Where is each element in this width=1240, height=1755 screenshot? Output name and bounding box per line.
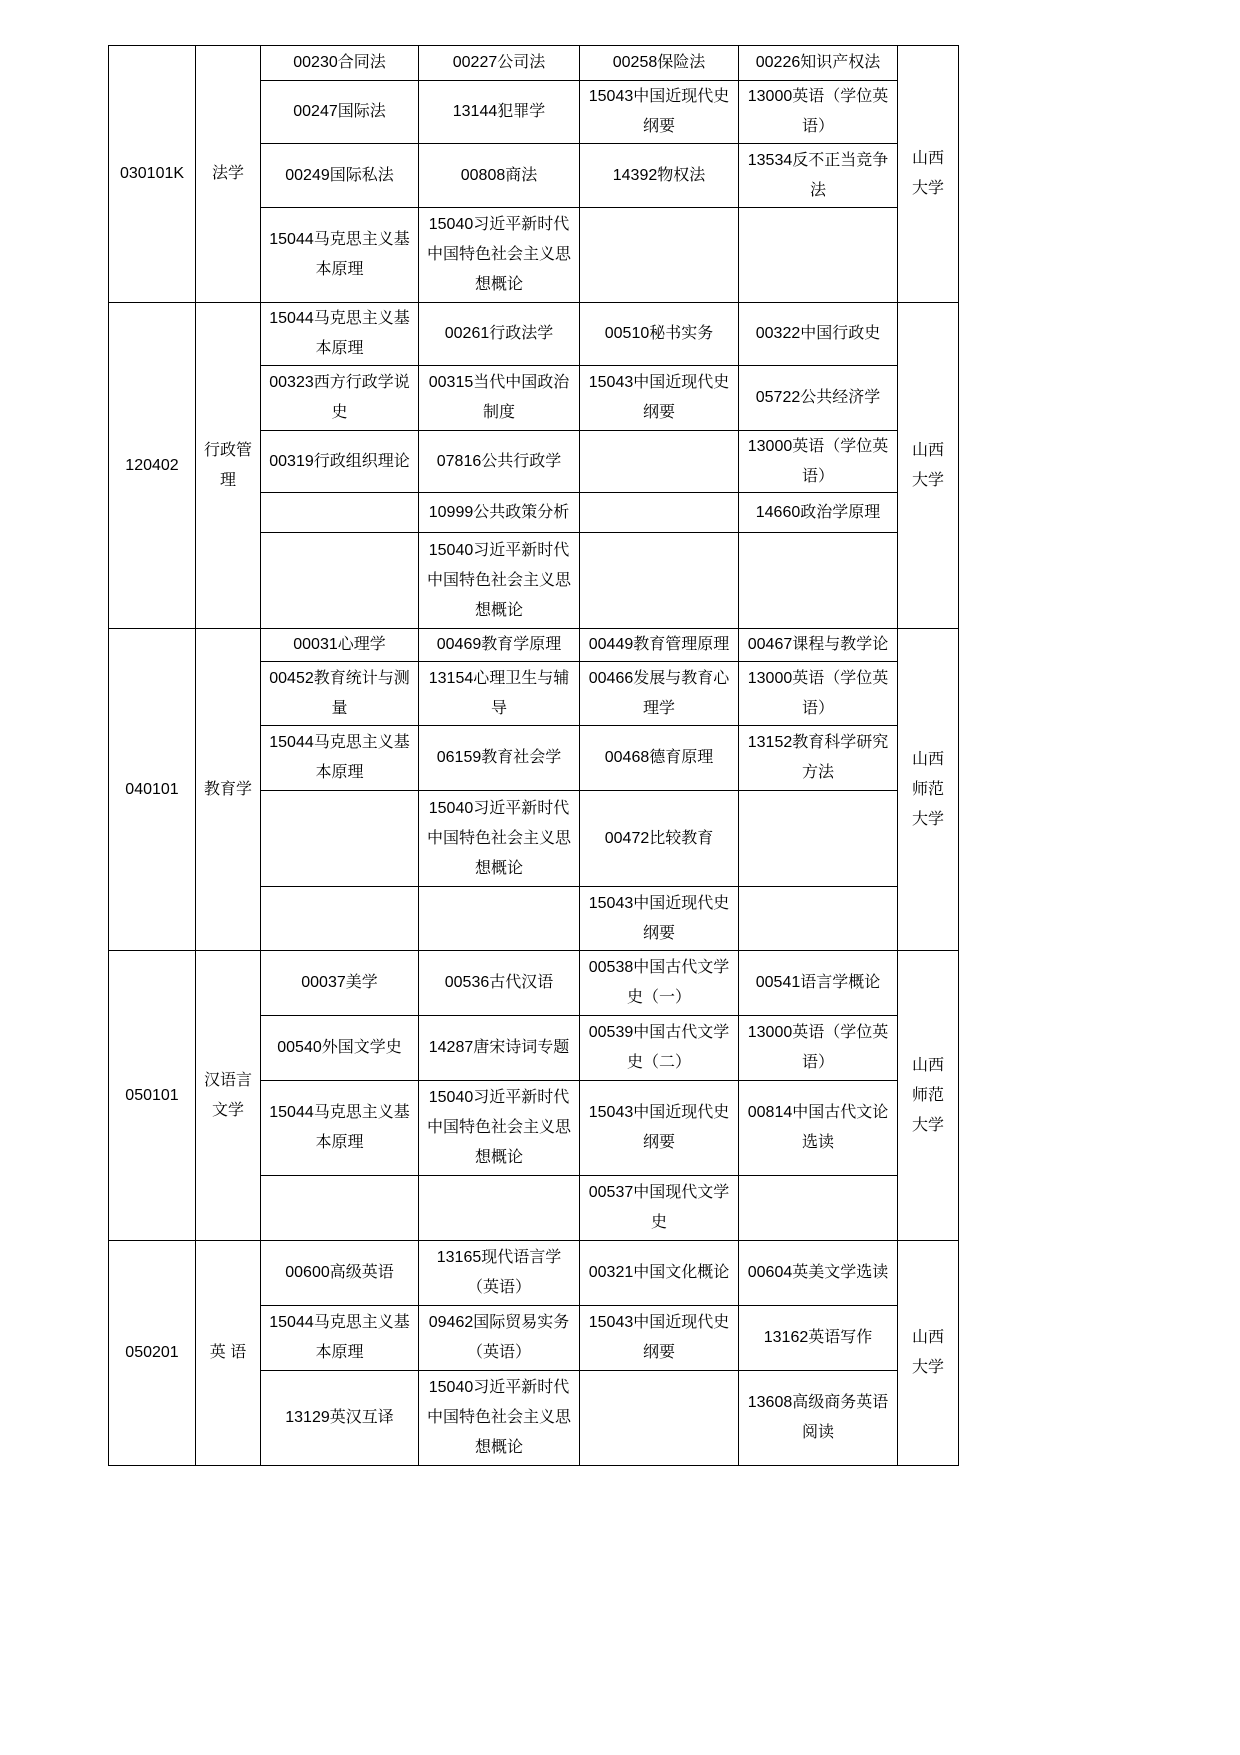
course-cell: 00037美学 — [261, 951, 419, 1016]
course-cell: 15044马克思主义基本原理 — [261, 303, 419, 366]
course-cell: 00541语言学概论 — [739, 951, 898, 1016]
course-cell-empty — [261, 887, 419, 951]
course-cell: 13154心理卫生与辅导 — [419, 662, 580, 726]
course-cell-empty — [739, 791, 898, 887]
course-cell-empty — [739, 1176, 898, 1241]
course-cell: 00452教育统计与测量 — [261, 662, 419, 726]
course-cell: 13608高级商务英语阅读 — [739, 1371, 898, 1466]
course-cell: 00540外国文学史 — [261, 1016, 419, 1081]
course-cell-empty — [580, 533, 739, 629]
course-cell-empty — [580, 208, 739, 303]
course-cell: 00247国际法 — [261, 81, 419, 144]
course-cell: 07816公共行政学 — [419, 431, 580, 493]
course-cell: 00467课程与教学论 — [739, 629, 898, 662]
course-cell: 13129英汉互译 — [261, 1371, 419, 1466]
course-cell: 15043中国近现代史纲要 — [580, 1081, 739, 1176]
course-cell: 15040习近平新时代中国特色社会主义思想概论 — [419, 1371, 580, 1466]
course-cell: 00537中国现代文学史 — [580, 1176, 739, 1241]
course-cell: 15043中国近现代史纲要 — [580, 1306, 739, 1371]
course-cell: 15044马克思主义基本原理 — [261, 1081, 419, 1176]
course-cell: 14392物权法 — [580, 144, 739, 208]
course-cell: 15044马克思主义基本原理 — [261, 1306, 419, 1371]
major-name: 汉语言文学 — [196, 951, 261, 1241]
table-row — [109, 46, 959, 81]
university-cell: 山西大学 — [898, 46, 959, 303]
table-row — [109, 951, 959, 1016]
course-cell: 00230合同法 — [261, 46, 419, 81]
course-cell: 00315当代中国政治制度 — [419, 366, 580, 431]
course-cell: 00227公司法 — [419, 46, 580, 81]
course-cell: 00322中国行政史 — [739, 303, 898, 366]
table-row — [109, 303, 959, 366]
course-cell: 00258保险法 — [580, 46, 739, 81]
course-cell: 15043中国近现代史纲要 — [580, 81, 739, 144]
course-cell: 00469教育学原理 — [419, 629, 580, 662]
major-name: 法学 — [196, 46, 261, 303]
course-cell: 00321中国文化概论 — [580, 1241, 739, 1306]
course-cell: 00323西方行政学说史 — [261, 366, 419, 431]
course-cell: 13534反不正当竞争法 — [739, 144, 898, 208]
major-name: 教育学 — [196, 629, 261, 951]
course-cell-empty — [261, 533, 419, 629]
course-cell-empty — [739, 887, 898, 951]
course-cell: 00261行政法学 — [419, 303, 580, 366]
table-row — [109, 1241, 959, 1306]
course-cell: 13152教育科学研究方法 — [739, 726, 898, 791]
course-cell: 15040习近平新时代中国特色社会主义思想概论 — [419, 208, 580, 303]
course-cell: 15044马克思主义基本原理 — [261, 208, 419, 303]
course-cell: 00031心理学 — [261, 629, 419, 662]
course-cell: 13165现代语言学（英语） — [419, 1241, 580, 1306]
course-cell: 09462国际贸易实务（英语） — [419, 1306, 580, 1371]
course-cell: 13144犯罪学 — [419, 81, 580, 144]
course-cell: 13000英语（学位英语） — [739, 662, 898, 726]
course-cell-empty — [739, 533, 898, 629]
course-cell: 05722公共经济学 — [739, 366, 898, 431]
course-cell: 00319行政组织理论 — [261, 431, 419, 493]
course-cell: 00449教育管理原理 — [580, 629, 739, 662]
course-cell: 00536古代汉语 — [419, 951, 580, 1016]
course-cell-empty — [261, 791, 419, 887]
course-cell: 13000英语（学位英语） — [739, 431, 898, 493]
university-cell: 山西大学 — [898, 303, 959, 629]
course-cell-empty — [580, 1371, 739, 1466]
exam-plan-table — [108, 45, 959, 1466]
course-cell: 15044马克思主义基本原理 — [261, 726, 419, 791]
course-cell: 00814中国古代文论选读 — [739, 1081, 898, 1176]
major-code: 030101K — [109, 46, 196, 303]
course-cell: 15040习近平新时代中国特色社会主义思想概论 — [419, 533, 580, 629]
major-name: 英 语 — [196, 1241, 261, 1466]
course-cell: 15040习近平新时代中国特色社会主义思想概论 — [419, 1081, 580, 1176]
major-code: 050101 — [109, 951, 196, 1241]
course-cell-empty — [580, 431, 739, 493]
course-cell: 10999公共政策分析 — [419, 493, 580, 533]
course-cell: 00226知识产权法 — [739, 46, 898, 81]
course-cell: 00808商法 — [419, 144, 580, 208]
course-cell: 00466发展与教育心理学 — [580, 662, 739, 726]
course-cell: 00510秘书实务 — [580, 303, 739, 366]
table-row — [109, 629, 959, 662]
course-cell-empty — [419, 1176, 580, 1241]
university-cell: 山西师范大学 — [898, 951, 959, 1241]
course-cell: 13000英语（学位英语） — [739, 1016, 898, 1081]
course-cell: 00600高级英语 — [261, 1241, 419, 1306]
major-code: 120402 — [109, 303, 196, 629]
course-cell: 00472比较教育 — [580, 791, 739, 887]
course-cell: 06159教育社会学 — [419, 726, 580, 791]
course-cell: 00539中国古代文学史（二） — [580, 1016, 739, 1081]
course-cell: 14287唐宋诗词专题 — [419, 1016, 580, 1081]
course-cell-empty — [261, 1176, 419, 1241]
course-cell-empty — [580, 493, 739, 533]
university-cell: 山西师范大学 — [898, 629, 959, 951]
course-cell: 13000英语（学位英语） — [739, 81, 898, 144]
course-cell: 15043中国近现代史纲要 — [580, 366, 739, 431]
course-cell-empty — [419, 887, 580, 951]
university-cell: 山西大学 — [898, 1241, 959, 1466]
major-code: 040101 — [109, 629, 196, 951]
course-cell: 00468德育原理 — [580, 726, 739, 791]
course-cell-empty — [261, 493, 419, 533]
major-code: 050201 — [109, 1241, 196, 1466]
course-cell-empty — [739, 208, 898, 303]
course-cell: 15040习近平新时代中国特色社会主义思想概论 — [419, 791, 580, 887]
course-cell: 00249国际私法 — [261, 144, 419, 208]
major-name: 行政管理 — [196, 303, 261, 629]
course-cell: 14660政治学原理 — [739, 493, 898, 533]
course-cell: 13162英语写作 — [739, 1306, 898, 1371]
course-cell: 00604英美文学选读 — [739, 1241, 898, 1306]
course-cell: 15043中国近现代史纲要 — [580, 887, 739, 951]
course-cell: 00538中国古代文学史（一） — [580, 951, 739, 1016]
